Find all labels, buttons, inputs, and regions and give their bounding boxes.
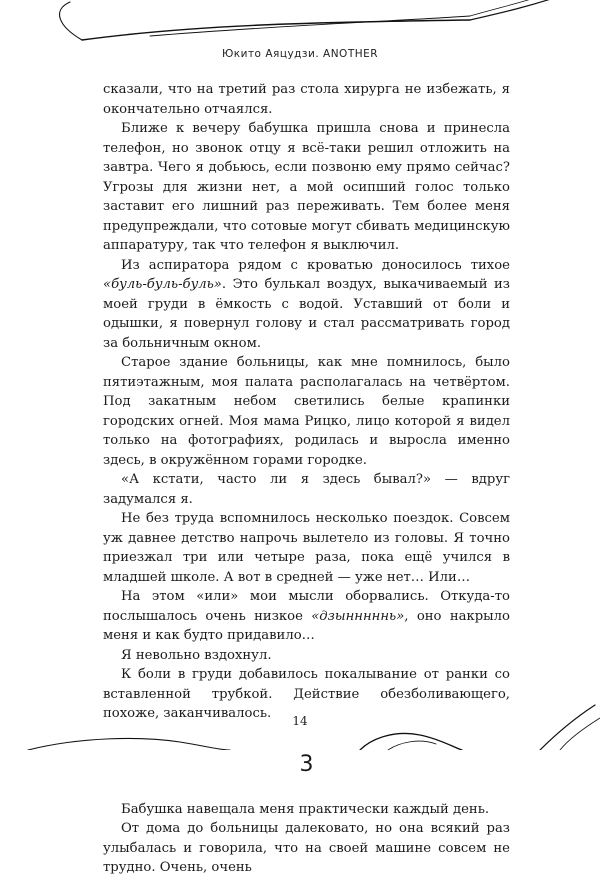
chapter-number: 3 [299,751,314,777]
page-number: 14 [292,714,308,728]
paragraph: К боли в груди добавилось покалывание от ранки со вставленной трубкой. Действие обезболивающего, похоже, заканчивалось. [103,667,510,721]
paragraph [103,256,510,354]
paragraph [103,587,510,646]
paragraph: Не без труда вспомнилось несколько поездок. Совсем уж давнее детство напрочь вылетело из головы. Я точно приезжал три или четыре раза, пока ещё учился в младшей школе. А вот в средней — уже нет… Или… [103,511,510,585]
paragraph: Я невольно вздохнул. [121,647,272,663]
running-header: Юкито Аяцудзи. ANOTHER [221,48,379,60]
onomatopoeia: «буль-буль-буль» [103,277,222,292]
onomatopoeia: «дзынннннь» [311,608,405,624]
paragraph: «А кстати, часто ли я здесь бывал?» — вдруг задумался я. [103,472,510,507]
text-run: На этом «или» мои мысли оборвались. Откуда-то послышалось очень низкое [103,589,510,624]
paragraph: сказали, что на третий раз стола хирурга не избежать, я окончательно отчаялся. [103,82,510,117]
paragraph: Бабушка навещала меня практически каждый день. [121,801,490,817]
text-run: . Это булькал воздух, выкачиваемый из моей груди в ёмкость с водой. Уставший от боли и одышки, я повернул голову и стал рассматривать город за больничным окном. [103,277,510,351]
text-run: , оно накрыло меня и как будто придавило… [103,608,510,643]
body-text [103,80,510,878]
paragraph: Ближе к вечеру бабушка пришла снова и принесла телефон, но звонок отцу я всё-таки решил отложить на завтра. Чего я добьюсь, если позвоню ему прямо сейчас? Угрозы для жизни нет, а мой осипший голос только заставит его лишний раз переживать. Тем более меня предупреждали, что сотовые могут сбивать медицинскую аппаратуру, так что телефон я выключил. [103,121,510,253]
paragraph: От дома до больницы далековато, но она всякий раз улыбалась и говорила, что на своей машине совсем не трудно. Очень, очень [103,821,510,875]
paragraph: Старое здание больницы, как мне помнилось, было пятиэтажным, моя палата располагалась на четвёртом. Под закатным небом светились белые крапинки городских огней. Моя мама Рицко, лицо которой я видел только на фотографиях, родилась и выросла именно здесь, в окружённом горами городке. [103,355,510,468]
text-run: Из аспиратора рядом с кроватью доносилось тихое [121,257,510,273]
